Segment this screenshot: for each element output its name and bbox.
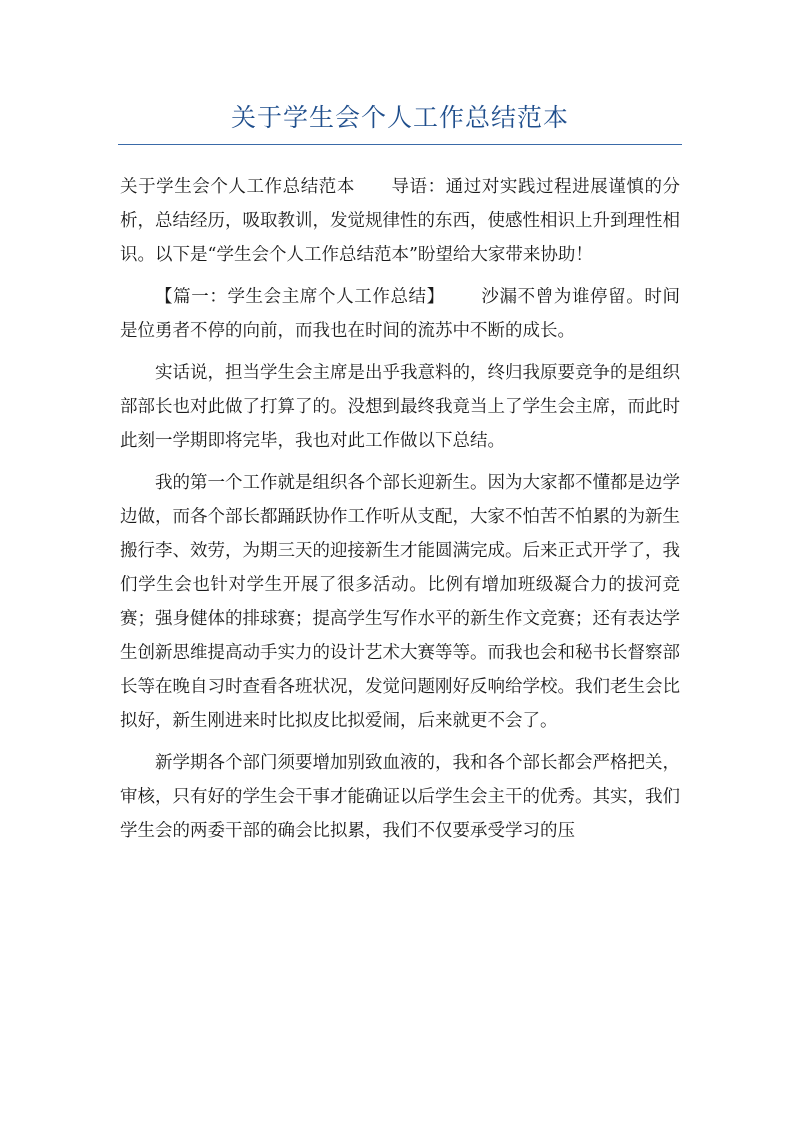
body-paragraph-3: 新学期各个部门须要增加别致血液的，我和各个部长都会严格把关，审核，只有好的学生会干事才能确证以后学生会主干的优秀。其实，我们学生会的两委干部的确会比拟累，我们不仅要承受学习的压 (120, 753, 680, 841)
section-paragraph (120, 280, 680, 348)
title-divider (118, 144, 682, 145)
document-title: 关于学生会个人工作总结范本 (230, 103, 569, 132)
intro-heading: 关于学生会个人工作总结范本 (120, 177, 355, 197)
section-lead: 沙漏不曾为谁停留。时间是位勇者不停的向前，而我也在时间的流苏中不断的成长。 (120, 287, 681, 341)
section-heading: 【篇一：学生会主席个人工作总结】 (155, 287, 445, 307)
body-paragraph-2: 我的第一个工作就是组织各个部长迎新生。因为大家都不懂都是边学边做，而各个部长都踊跃协作工作听从支配，大家不怕苦不怕累的为新生搬行李、效劳，为期三天的迎接新生才能圆满完成。后来正式开学了，我们学生会也针对学生开展了很多活动。比例有增加班级凝合力的拔河竞赛；强身健体的排球赛；提高学生写作水平的新生作文竞赛；还有表达学生创新思维提高动手实力的设计艺术大赛等等。而我也会和秘书长督察部长等在晚自习时查看各班状况，发觉问题刚好反响给学校。我们老生会比拟好，新生刚进来时比拟皮比拟爱闹，后来就更不会了。 (120, 473, 680, 731)
document-body (120, 170, 680, 856)
body-paragraph-1: 实话说，担当学生会主席是出乎我意料的，终归我原要竞争的是组织部部长也对此做了打算了的。没想到最终我竟当上了学生会主席，而此时此刻一学期即将完毕，我也对此工作做以下总结。 (120, 363, 680, 451)
intro-text: 导语：通过对实践过程进展谨慎的分析，总结经历，吸取教训，发觉规律性的东西，使感性相识上升到理性相识。以下是“学生会个人工作总结范本”盼望给大家带来协助！ (120, 177, 681, 265)
intro-paragraph (120, 170, 680, 272)
